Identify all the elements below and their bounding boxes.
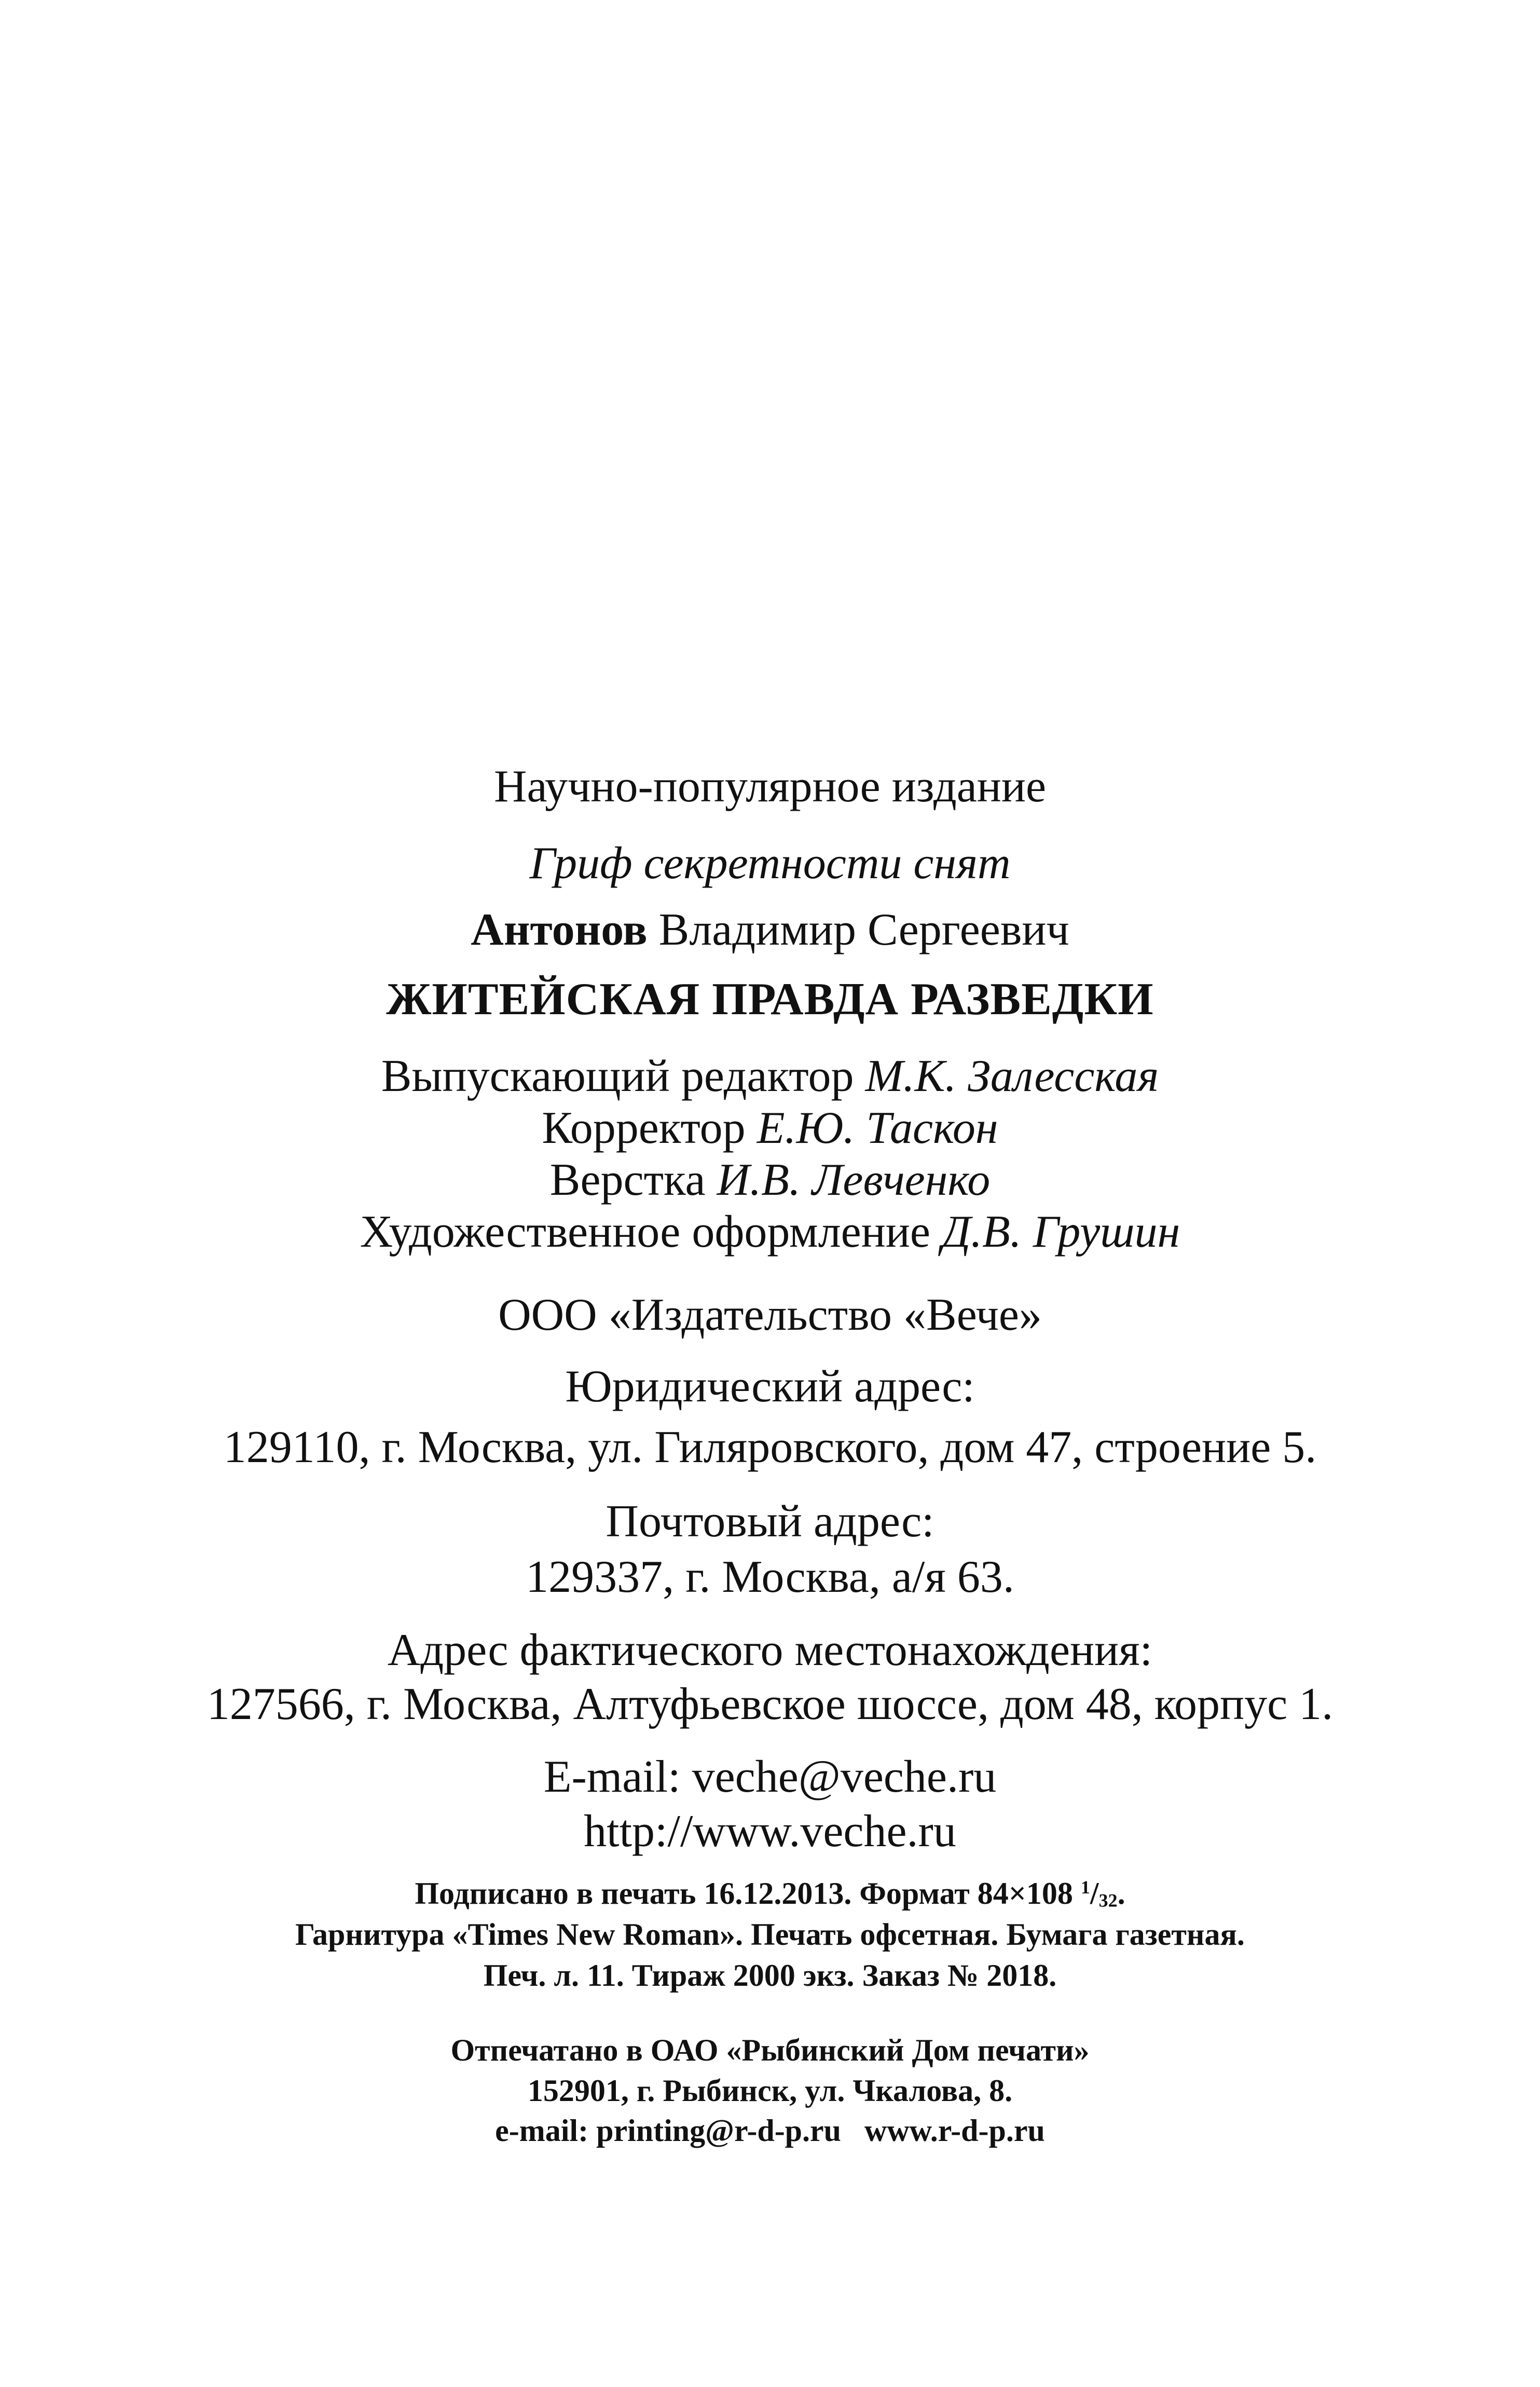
- actual-address-value: 127566, г. Москва, Алтуфьевское шоссе, дом 48, корпус 1.: [207, 1679, 1333, 1729]
- format-end: .: [1117, 1876, 1125, 1911]
- credit-role: Корректор: [542, 1103, 746, 1153]
- credit-person: Д.В. Грушин: [941, 1207, 1180, 1257]
- actual-address-label: Адрес фактического местонахождения:: [387, 1625, 1153, 1675]
- printer-email: e-mail: printing@r-d-p.ru: [495, 2113, 842, 2148]
- website-line: http://www.veche.ru: [584, 1806, 956, 1857]
- author-name: Владимир Сергеевич: [658, 905, 1069, 955]
- postal-address-label: Почтовый адрес:: [606, 1496, 934, 1547]
- credit-line: [0, 1209, 1540, 1255]
- postal-address-value: 129337, г. Москва, а/я 63.: [526, 1552, 1014, 1602]
- credit-role: Верстка: [549, 1155, 706, 1205]
- print-signed-text: Подписано в печать 16.12.2013. Формат 84×108: [415, 1876, 1081, 1911]
- credit-line: [0, 1157, 1540, 1203]
- credit-person: И.В. Левченко: [717, 1155, 991, 1205]
- format-numerator: 1: [1080, 1877, 1090, 1898]
- legal-address-value: 129110, г. Москва, ул. Гиляровского, дом 47, строение 5.: [223, 1422, 1317, 1472]
- credit-line: [0, 1103, 1540, 1153]
- credit-person: Е.Ю. Таскон: [757, 1103, 998, 1153]
- credit-role: Выпускающий редактор: [381, 1051, 854, 1101]
- print-signed-line: [0, 1878, 1540, 1909]
- format-denominator: 32: [1098, 1890, 1118, 1911]
- credit-line: [0, 1051, 1540, 1101]
- printer-line: Отпечатано в ОАО «Рыбинский Дом печати»: [450, 2033, 1090, 2067]
- email-line: E-mail: veche@veche.ru: [543, 1752, 997, 1802]
- credit-role: Художественное оформление: [360, 1207, 930, 1257]
- publisher-name: ООО «Издательство «Вече»: [498, 1290, 1042, 1340]
- author-line: [0, 907, 1540, 953]
- book-title: ЖИТЕЙСКАЯ ПРАВДА РАЗВЕДКИ: [386, 974, 1154, 1025]
- printer-address: 152901, г. Рыбинск, ул. Чкалова, 8.: [527, 2074, 1013, 2108]
- format-separator: /: [1090, 1876, 1099, 1911]
- legal-address-label: Юридический адрес:: [565, 1361, 975, 1412]
- author-surname: Антонов: [471, 905, 648, 955]
- series-name: Гриф секретности снят: [529, 838, 1011, 889]
- printer-website: www.r-d-p.ru: [864, 2113, 1045, 2148]
- genre-label: Научно-популярное издание: [493, 761, 1047, 812]
- printer-contacts: [0, 2115, 1540, 2146]
- credit-person: М.К. Залесская: [865, 1051, 1159, 1101]
- print-typeface-line: Гарнитура «Times New Roman». Печать офсетная. Бумага газетная.: [295, 1917, 1245, 1952]
- print-volume-line: Печ. л. 11. Тираж 2000 экз. Заказ № 2018.: [483, 1958, 1057, 1993]
